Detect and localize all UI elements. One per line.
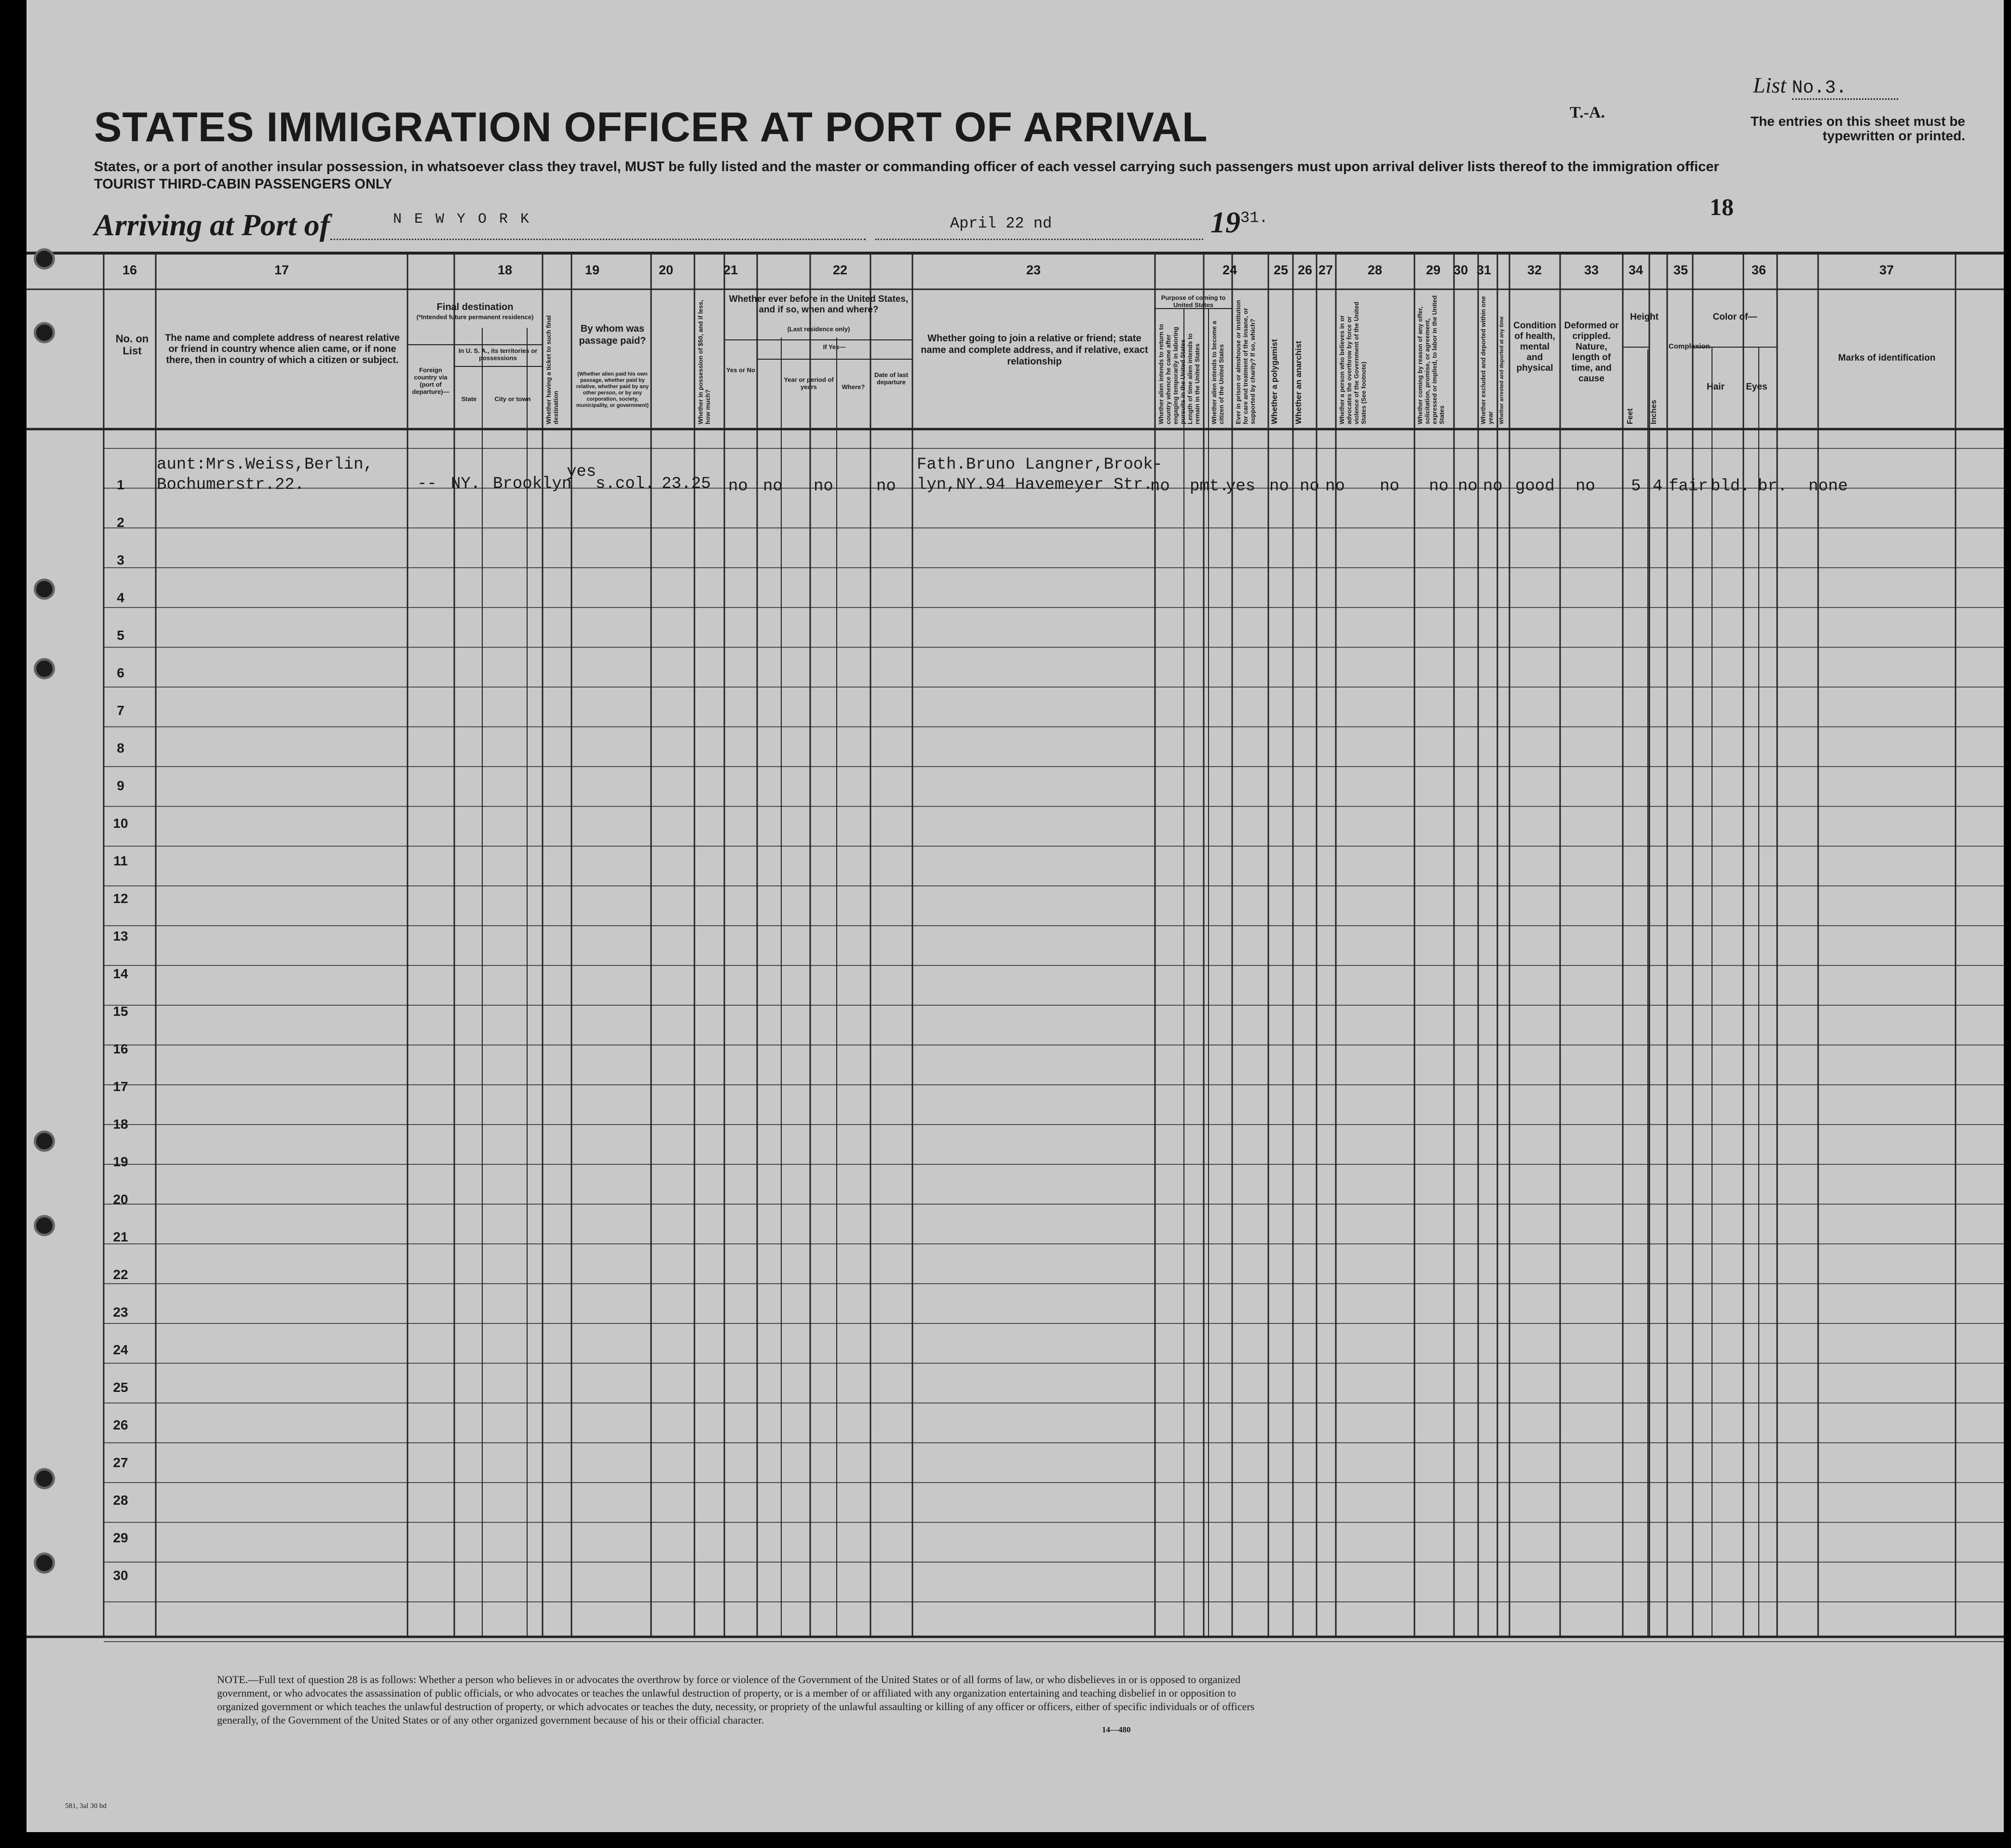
hair-value: bld. bbox=[1711, 477, 1750, 496]
column-number: 16 bbox=[122, 263, 137, 277]
column-number: 20 bbox=[658, 263, 674, 277]
length-of-stay: pmt. bbox=[1190, 477, 1229, 496]
column-number: 25 bbox=[1273, 263, 1289, 277]
form-code: 14—480 bbox=[1102, 1725, 1131, 1734]
column-number: 19 bbox=[584, 263, 600, 277]
row-number: 24 bbox=[113, 1342, 128, 1357]
header-ticket: Whether having a ticket to such final destination bbox=[545, 315, 559, 424]
ta-code: T.-A. bbox=[1570, 104, 1605, 121]
header-before-in-us: Whether ever before in the United States, and if so, when and where? bbox=[729, 294, 909, 315]
sheet-number: 18 bbox=[1710, 193, 1734, 220]
column-number: 34 bbox=[1628, 263, 1644, 277]
deformed-value: no bbox=[1576, 477, 1595, 496]
column-number: 24 bbox=[1222, 263, 1237, 277]
header-marks: Marks of identification bbox=[1838, 353, 1936, 363]
list-label: List bbox=[1753, 73, 1787, 97]
binder-hole bbox=[34, 248, 55, 270]
row-number: 13 bbox=[113, 929, 128, 944]
column-number: 23 bbox=[1026, 263, 1041, 277]
row-number: 5 bbox=[117, 628, 124, 643]
arrival-date: April 22 nd bbox=[950, 215, 1052, 232]
port-value: N E W Y O R K bbox=[393, 211, 531, 228]
header-relative-address: The name and complete address of nearest relative or friend in country whence alien came, or if none there, then in country of which a citizen or subject. bbox=[165, 333, 400, 365]
row-number: 11 bbox=[113, 853, 128, 868]
joining-line2: lyn,NY.94 Havemeyer Str. bbox=[917, 476, 1153, 494]
header-city: City or town bbox=[494, 395, 531, 403]
money-value: 23.25 bbox=[662, 475, 711, 493]
year-prefix: 19 bbox=[1210, 206, 1240, 239]
header-passage-note: (Whether alien paid his own passage, whether paid by relative, whether paid by any other person, or by any corporation, society, municipality, or government) bbox=[576, 371, 649, 408]
header-foreign-country: Foreign country via (port of departure)— bbox=[412, 366, 449, 395]
header-final-destination: Final destination bbox=[436, 302, 514, 312]
column-number: 35 bbox=[1673, 263, 1688, 277]
footnote: NOTE.—Full text of question 28 is as follows: Whether a person who believes in or advocates the overthrow by force or violence of the Government of the United States or of all forms of law, or who disbelieves in or is opposed to organized government, or who advocates the assassination of public officials, or who advocates or teaches the unlawful destruction of property, or is a member of or affiliated with any organization entertaining and teaching disbelief in or opposition to organized government or which teaches the unlawful destruction of property, or which advocates or teaches the duty, necessity, or propriety of the unlawful assaulting or killing of any officer or officers, either of specific individuals or of officers generally, of the Government of the United States or of any other organized government because of his or their official character. bbox=[217, 1673, 1255, 1726]
row-number: 9 bbox=[117, 778, 124, 793]
row-number: 26 bbox=[113, 1417, 128, 1432]
row-number: 21 bbox=[113, 1229, 128, 1244]
overthrow-value: no bbox=[1380, 477, 1400, 496]
header-polygamist: Whether a polygamist bbox=[1270, 339, 1279, 424]
joining-line1: Fath.Bruno Langner,Brook- bbox=[917, 456, 1163, 474]
return-intent: no bbox=[1150, 477, 1170, 496]
column-number: 29 bbox=[1426, 263, 1441, 277]
excluded-value: no bbox=[1458, 477, 1478, 496]
column-number: 31 bbox=[1476, 263, 1492, 277]
row-number: 12 bbox=[113, 891, 128, 906]
header-no-on-list: No. on List bbox=[115, 333, 149, 357]
where-value: no bbox=[814, 477, 833, 496]
header-complexion: Complexion bbox=[1669, 342, 1710, 351]
polygamist-value: no bbox=[1300, 477, 1319, 496]
year-suffix: 31. bbox=[1240, 209, 1268, 227]
height-feet: 5 bbox=[1631, 477, 1641, 496]
citizen-intent: yes bbox=[1226, 477, 1256, 496]
row-number: 3 bbox=[117, 553, 124, 567]
header-if-yes: If Yes— bbox=[823, 343, 846, 351]
header-yes-no: Yes or No bbox=[726, 366, 755, 374]
binder-hole bbox=[34, 658, 55, 679]
header-citizen-intent: Whether alien intends to become a citizen of the United States bbox=[1210, 321, 1225, 424]
prison-value: no bbox=[1269, 477, 1289, 496]
row-number: 25 bbox=[113, 1380, 128, 1395]
header-final-destination-note: (*Intended future permanent residence) bbox=[416, 313, 534, 321]
header-offer-labor: Whether coming by reason of any offer, solicitation, promise, or agreement, expressed or implied, to labor in the United States bbox=[1416, 295, 1445, 424]
column-number: 18 bbox=[497, 263, 513, 277]
complexion-value: fair bbox=[1669, 477, 1708, 496]
binder-hole bbox=[34, 322, 55, 343]
foreign-country: -- bbox=[417, 475, 437, 493]
row-number: 22 bbox=[113, 1267, 128, 1282]
row-number: 28 bbox=[113, 1493, 128, 1508]
binder-hole bbox=[34, 1552, 55, 1574]
binder-hole bbox=[34, 1468, 55, 1489]
column-number: 27 bbox=[1318, 263, 1333, 277]
offer-labor-value: no bbox=[1429, 477, 1449, 496]
destination-state: NY. bbox=[451, 475, 481, 493]
row-number: 14 bbox=[113, 966, 128, 981]
row-number: 30 bbox=[113, 1568, 128, 1583]
header-purpose: Purpose of coming to United States bbox=[1161, 294, 1226, 309]
header-money: Whether in possession of $50, and if less, how much? bbox=[697, 300, 711, 424]
last-departure: no bbox=[876, 477, 896, 496]
row-number: 6 bbox=[117, 665, 124, 680]
column-number: 33 bbox=[1584, 263, 1599, 277]
passenger-class: TOURIST THIRD-CABIN PASSENGERS ONLY bbox=[94, 176, 393, 192]
row-number: 29 bbox=[113, 1530, 128, 1545]
row-number: 17 bbox=[113, 1079, 128, 1094]
row-number: 4 bbox=[117, 590, 124, 605]
header-return-intent: Whether alien intends to return to country whence he came after engaging temporarily in laboring pursuits in the United States bbox=[1157, 324, 1186, 424]
row-number: 18 bbox=[113, 1117, 128, 1132]
header-inches: Inches bbox=[1650, 400, 1658, 424]
column-number: 28 bbox=[1367, 263, 1383, 277]
table-grid bbox=[27, 0, 2004, 1832]
year-period: no bbox=[763, 477, 783, 496]
health-value: good bbox=[1515, 477, 1555, 496]
column-number: 26 bbox=[1297, 263, 1313, 277]
header-arrested: Whether arrested and deported at any time bbox=[1499, 316, 1505, 424]
header-feet: Feet bbox=[1626, 408, 1634, 424]
header-eyes: Eyes bbox=[1746, 382, 1767, 392]
column-number: 30 bbox=[1453, 263, 1468, 277]
column-number: 32 bbox=[1527, 263, 1542, 277]
header-year-period: Year or period of years bbox=[784, 376, 834, 391]
row-number: 10 bbox=[113, 816, 128, 831]
list-value: No.3. bbox=[1792, 78, 1898, 100]
header-anarchist: Whether an anarchist bbox=[1294, 341, 1303, 424]
header-excluded: Whether excluded and deported within one year bbox=[1480, 296, 1494, 424]
before-in-us: no bbox=[728, 477, 748, 496]
passage-paid: s.col. bbox=[596, 475, 655, 493]
arrested-value: no bbox=[1483, 477, 1503, 496]
column-number: 17 bbox=[274, 263, 289, 277]
header-before-note: (Last residence only) bbox=[787, 325, 850, 333]
instructions: States, or a port of another insular possession, in whatsoever class they travel, MUST be fully listed and the master or commanding officer of each vessel carrying such passengers must upon arrival deliver lists thereof to the immigration officer bbox=[94, 159, 1719, 175]
eyes-value: br. bbox=[1758, 477, 1788, 496]
header-joining: Whether going to join a relative or friend; state name and complete address, and if relative, exact relationship bbox=[921, 333, 1148, 367]
row-number: 1 bbox=[117, 477, 124, 492]
arriving-label: Arriving at Port of bbox=[94, 208, 330, 242]
marks-value: none bbox=[1808, 477, 1848, 496]
row-number: 19 bbox=[113, 1154, 128, 1169]
header-date-departure: Date of last departure bbox=[874, 371, 909, 386]
height-inches: 4 bbox=[1653, 477, 1663, 496]
manifest-sheet bbox=[27, 0, 2004, 1832]
row-number: 20 bbox=[113, 1192, 128, 1207]
header-color-of: Color of— bbox=[1712, 312, 1757, 322]
row-number: 27 bbox=[113, 1455, 128, 1470]
header-overthrow: Whether a person who believes in or advocates the overthrow by force or violence of the Government of the United States (See footnote) bbox=[1338, 301, 1367, 424]
row-number: 8 bbox=[117, 741, 124, 755]
row-number: 2 bbox=[117, 515, 124, 530]
header-in-usa: In U. S. A., its territories or possessions bbox=[458, 347, 538, 362]
column-number: 36 bbox=[1751, 263, 1766, 277]
column-number: 22 bbox=[832, 263, 848, 277]
header-where: Where? bbox=[842, 383, 865, 391]
row-number: 16 bbox=[113, 1041, 128, 1056]
row-number: 7 bbox=[117, 703, 124, 718]
header-length-stay: Length of time alien intends to remain in the United States bbox=[1186, 333, 1201, 424]
header-health: Condition of health, mental and physical bbox=[1513, 321, 1556, 373]
destination-city: Brooklyn bbox=[493, 475, 572, 493]
typewriter-note: The entries on this sheet must be typewritten or printed. bbox=[1751, 114, 1965, 143]
header-state: State bbox=[461, 395, 477, 403]
ticket-value: yes bbox=[567, 463, 597, 481]
header-deformed: Deformed or crippled. Nature, length of time, and cause bbox=[1564, 321, 1619, 384]
page-title: STATES IMMIGRATION OFFICER AT PORT OF ARRIVAL bbox=[94, 104, 1208, 150]
row-number: 23 bbox=[113, 1305, 128, 1320]
binder-hole bbox=[34, 1215, 55, 1236]
relative-address-line2: Bochumerstr.22. bbox=[157, 476, 305, 494]
header-passage-paid: By whom was passage paid? bbox=[579, 324, 646, 346]
header-hair: Hair bbox=[1707, 382, 1725, 392]
binder-hole bbox=[34, 1131, 55, 1152]
column-number: 21 bbox=[723, 263, 738, 277]
row-number: 15 bbox=[113, 1004, 128, 1019]
header-height: Height bbox=[1630, 312, 1659, 322]
column-number: 37 bbox=[1879, 263, 1894, 277]
print-code: 581, 3al 30 bd bbox=[65, 1802, 107, 1810]
header-prison: Ever in prison or almshouse or institution for care and treatment of the insane, or supported by charity? If so, which? bbox=[1235, 300, 1256, 424]
binder-hole bbox=[34, 579, 55, 600]
anarchist-value: no bbox=[1325, 477, 1345, 496]
relative-address-line1: aunt:Mrs.Weiss,Berlin, bbox=[157, 456, 373, 474]
